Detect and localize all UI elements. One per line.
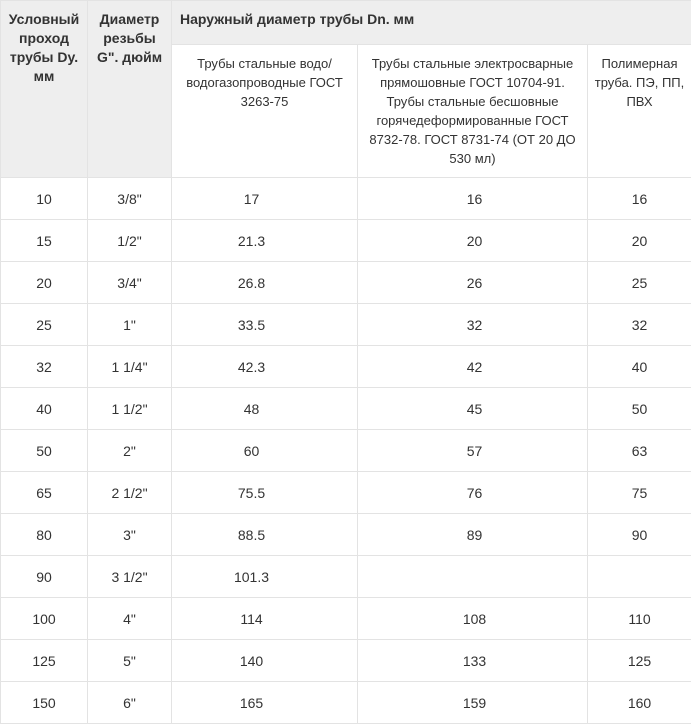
cell-nominal-bore: 20 xyxy=(1,262,88,304)
cell-steel-water-gas: 101.3 xyxy=(172,556,358,598)
cell-steel-water-gas: 88.5 xyxy=(172,514,358,556)
cell-steel-water-gas: 60 xyxy=(172,430,358,472)
table-row xyxy=(1,682,691,724)
table-row xyxy=(1,472,691,514)
cell-steel-water-gas: 42.3 xyxy=(172,346,358,388)
cell-electrowelded: 20 xyxy=(358,220,588,262)
header-steel-water-gas-pipes: Трубы стальные водо/водогазопроводные ГОСТ 3263-75 xyxy=(172,45,358,178)
header-row-1 xyxy=(1,1,691,45)
header-thread-diameter: Диаметр резьбы G". дюйм xyxy=(88,1,172,178)
cell-polymer xyxy=(588,556,691,598)
cell-steel-water-gas: 114 xyxy=(172,598,358,640)
cell-nominal-bore: 40 xyxy=(1,388,88,430)
cell-steel-water-gas: 26.8 xyxy=(172,262,358,304)
cell-polymer: 63 xyxy=(588,430,691,472)
cell-steel-water-gas: 165 xyxy=(172,682,358,724)
table-row xyxy=(1,514,691,556)
cell-thread-diameter: 1 1/4" xyxy=(88,346,172,388)
cell-nominal-bore: 125 xyxy=(1,640,88,682)
table-row xyxy=(1,640,691,682)
cell-thread-diameter: 3/4" xyxy=(88,262,172,304)
cell-thread-diameter: 4" xyxy=(88,598,172,640)
cell-electrowelded: 26 xyxy=(358,262,588,304)
cell-polymer: 75 xyxy=(588,472,691,514)
cell-polymer: 50 xyxy=(588,388,691,430)
cell-electrowelded: 16 xyxy=(358,178,588,220)
cell-polymer: 110 xyxy=(588,598,691,640)
cell-nominal-bore: 150 xyxy=(1,682,88,724)
cell-nominal-bore: 50 xyxy=(1,430,88,472)
cell-electrowelded: 42 xyxy=(358,346,588,388)
cell-polymer: 40 xyxy=(588,346,691,388)
cell-steel-water-gas: 33.5 xyxy=(172,304,358,346)
table-row xyxy=(1,220,691,262)
table-body xyxy=(1,178,691,724)
table-row xyxy=(1,178,691,220)
cell-thread-diameter: 6" xyxy=(88,682,172,724)
cell-electrowelded: 76 xyxy=(358,472,588,514)
cell-electrowelded: 159 xyxy=(358,682,588,724)
cell-electrowelded: 45 xyxy=(358,388,588,430)
header-outer-diameter-group: Наружный диаметр трубы Dn. мм xyxy=(172,1,691,45)
cell-thread-diameter: 2" xyxy=(88,430,172,472)
cell-polymer: 25 xyxy=(588,262,691,304)
cell-steel-water-gas: 140 xyxy=(172,640,358,682)
cell-nominal-bore: 100 xyxy=(1,598,88,640)
cell-polymer: 16 xyxy=(588,178,691,220)
cell-thread-diameter: 5" xyxy=(88,640,172,682)
cell-steel-water-gas: 75.5 xyxy=(172,472,358,514)
cell-polymer: 32 xyxy=(588,304,691,346)
cell-electrowelded: 108 xyxy=(358,598,588,640)
cell-thread-diameter: 3 1/2" xyxy=(88,556,172,598)
cell-electrowelded: 89 xyxy=(358,514,588,556)
table-row xyxy=(1,262,691,304)
cell-electrowelded: 32 xyxy=(358,304,588,346)
cell-polymer: 20 xyxy=(588,220,691,262)
cell-thread-diameter: 1" xyxy=(88,304,172,346)
cell-thread-diameter: 1 1/2" xyxy=(88,388,172,430)
cell-steel-water-gas: 48 xyxy=(172,388,358,430)
cell-thread-diameter: 1/2" xyxy=(88,220,172,262)
cell-thread-diameter: 2 1/2" xyxy=(88,472,172,514)
cell-polymer: 125 xyxy=(588,640,691,682)
cell-nominal-bore: 90 xyxy=(1,556,88,598)
cell-nominal-bore: 15 xyxy=(1,220,88,262)
table-row xyxy=(1,304,691,346)
table-row xyxy=(1,346,691,388)
cell-polymer: 160 xyxy=(588,682,691,724)
cell-steel-water-gas: 17 xyxy=(172,178,358,220)
table-row xyxy=(1,556,691,598)
cell-nominal-bore: 25 xyxy=(1,304,88,346)
cell-thread-diameter: 3/8" xyxy=(88,178,172,220)
table-row xyxy=(1,598,691,640)
cell-nominal-bore: 80 xyxy=(1,514,88,556)
cell-nominal-bore: 32 xyxy=(1,346,88,388)
table-row xyxy=(1,430,691,472)
cell-nominal-bore: 10 xyxy=(1,178,88,220)
cell-steel-water-gas: 21.3 xyxy=(172,220,358,262)
cell-thread-diameter: 3" xyxy=(88,514,172,556)
cell-polymer: 90 xyxy=(588,514,691,556)
cell-electrowelded: 133 xyxy=(358,640,588,682)
header-nominal-bore: Условный проход трубы Dy. мм xyxy=(1,1,88,178)
cell-electrowelded xyxy=(358,556,588,598)
table-row xyxy=(1,388,691,430)
cell-nominal-bore: 65 xyxy=(1,472,88,514)
cell-electrowelded: 57 xyxy=(358,430,588,472)
header-electrowelded-seamless-pipes: Трубы стальные электросварные прямошовные ГОСТ 10704-91. Трубы стальные бесшовные горячедеформированные ГОСТ 8732-78. ГОСТ 8731-74 (ОТ 20 ДО 530 мл) xyxy=(358,45,588,178)
header-polymer-pipes: Полимерная труба. ПЭ, ПП, ПВХ xyxy=(588,45,691,178)
